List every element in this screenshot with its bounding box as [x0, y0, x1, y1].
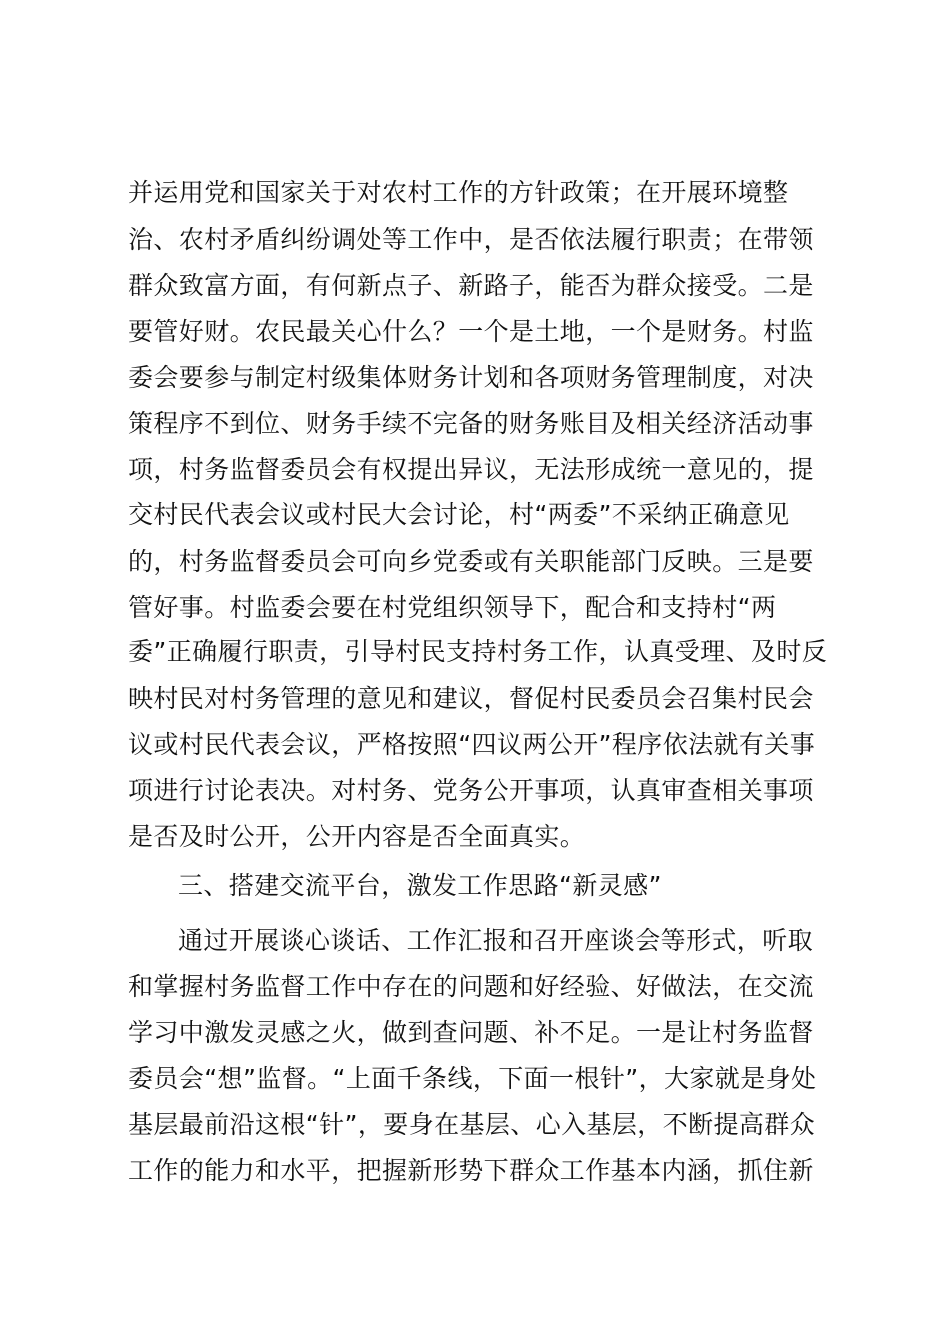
paragraph-line: 项进行讨论表决。对村务、党务公开事项，认真审查相关事项: [128, 776, 814, 805]
paragraph-line: 议或村民代表会议，严格按照“四议两公开”程序依法就有关事: [128, 730, 816, 759]
paragraph-line: 通过开展谈心谈话、工作汇报和召开座谈会等形式，听取: [178, 926, 814, 955]
paragraph-line: 交村民代表会议或村民大会讨论，村“两委”不采纳正确意见: [128, 500, 790, 529]
paragraph-line: 委”正确履行职责，引导村民支持村务工作，认真受理、及时反: [128, 637, 828, 666]
paragraph-line: 管好事。村监委会要在村党组织领导下，配合和支持村“两: [128, 593, 777, 622]
paragraph-line: 要管好财。农民最关心什么？一个是土地，一个是财务。村监: [128, 317, 814, 346]
paragraph-line: 工作的能力和水平，把握新形势下群众工作基本内涵，抓住新: [128, 1156, 814, 1185]
paragraph-line: 学习中激发灵感之火，做到查问题、补不足。一是让村务监督: [128, 1018, 814, 1047]
paragraph-line: 并运用党和国家关于对农村工作的方针政策；在开展环境整: [128, 178, 789, 207]
paragraph-line: 委会要参与制定村级集体财务计划和各项财务管理制度，对决: [128, 363, 814, 392]
paragraph-line: 是否及时公开，公开内容是否全面真实。: [128, 822, 586, 851]
paragraph-line: 和掌握村务监督工作中存在的问题和好经验、好做法，在交流: [128, 972, 814, 1001]
paragraph-line: 策程序不到位、财务手续不完备的财务账目及相关经济活动事: [128, 409, 814, 438]
paragraph-line: 委员会“想”监督。“上面千条线，下面一根针”，大家就是身处: [128, 1064, 817, 1093]
paragraph-line: 基层最前沿这根“针”，要身在基层、心入基层，不断提高群众: [128, 1110, 816, 1139]
paragraph-line: 项，村务监督委员会有权提出异议，无法形成统一意见的，提: [128, 455, 814, 484]
paragraph-line: 映村民对村务管理的意见和建议，督促村民委员会召集村民会: [128, 684, 814, 713]
paragraph-line: 治、农村矛盾纠纷调处等工作中，是否依法履行职责；在带领: [128, 225, 814, 254]
paragraph-line: 的，村务监督委员会可向乡党委或有关职能部门反映。三是要: [128, 547, 814, 576]
paragraph-line: 群众致富方面，有何新点子、新路子，能否为群众接受。二是: [128, 271, 814, 300]
section-heading: 三、搭建交流平台，激发工作思路“新灵感”: [178, 871, 662, 900]
